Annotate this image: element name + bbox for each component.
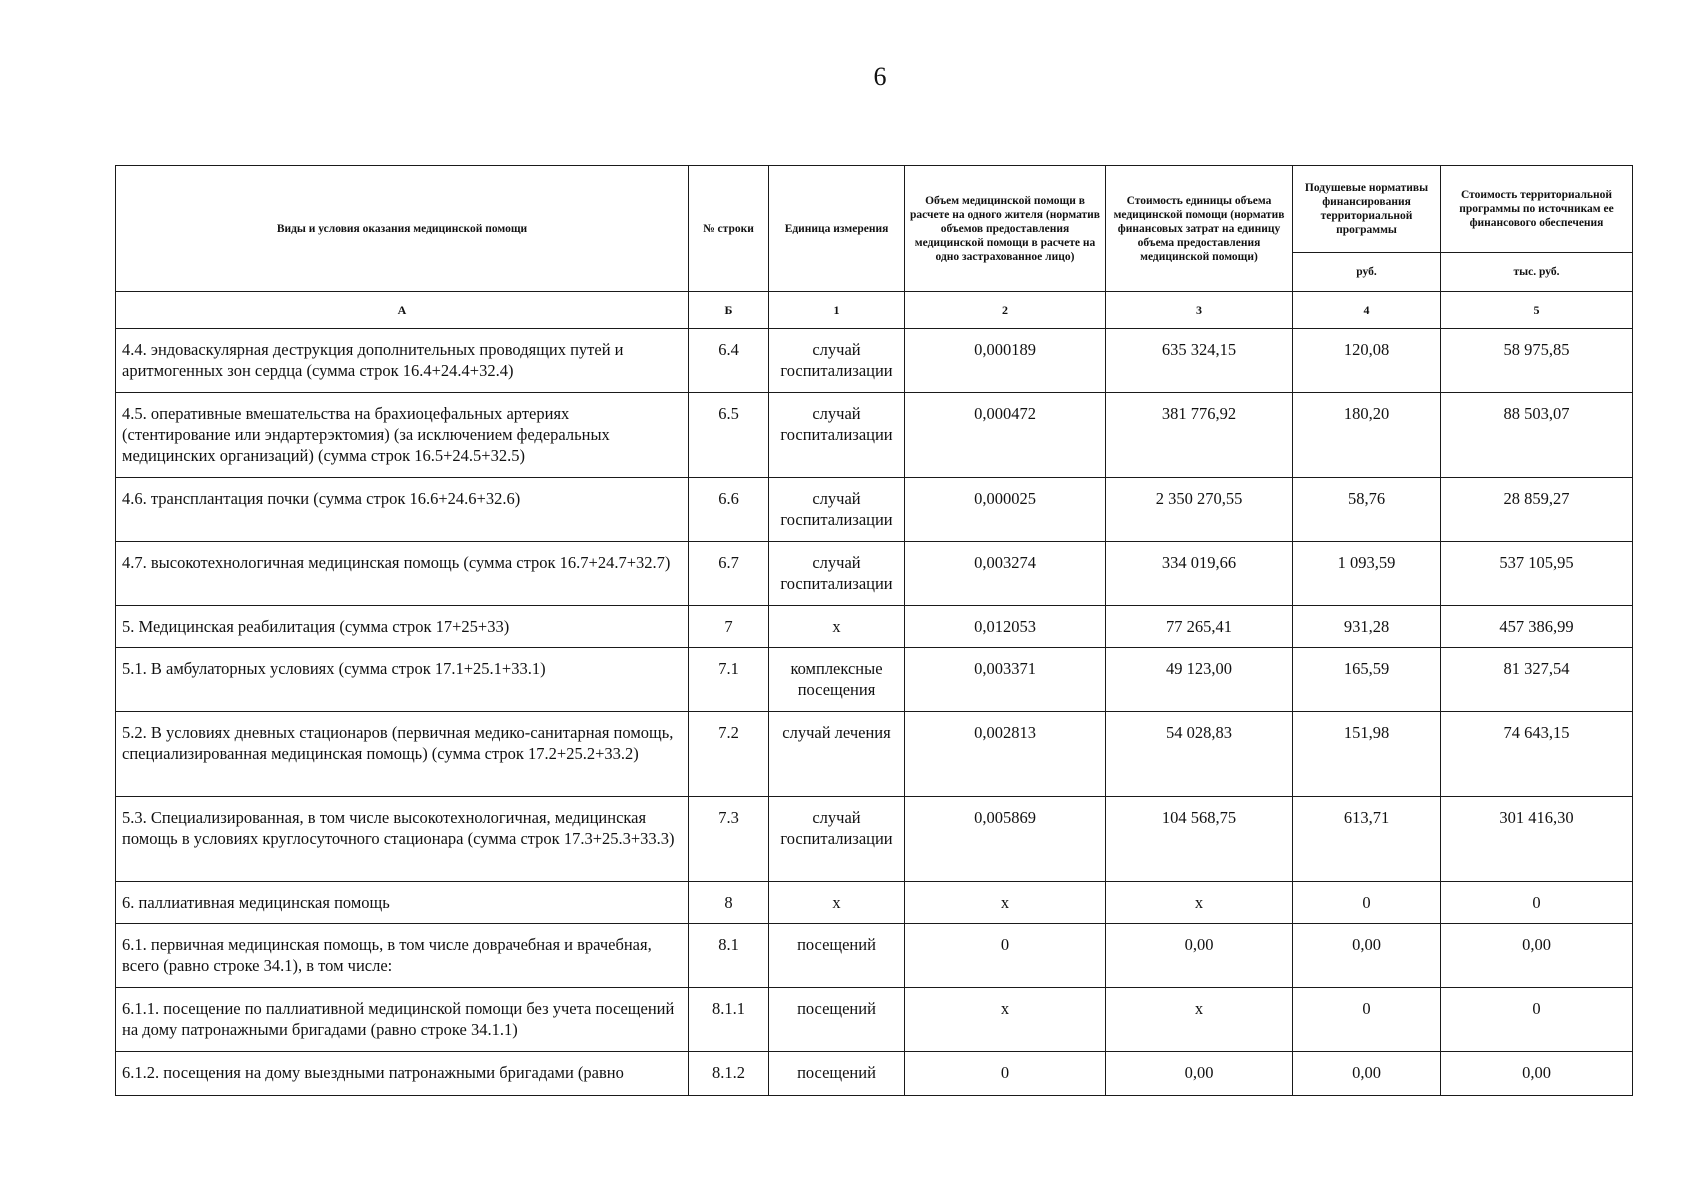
row-volume: 0,012053 — [974, 617, 1036, 636]
table-row — [116, 712, 1633, 797]
row-unit: комплексные посещения — [790, 659, 883, 699]
row-number: 8.1.2 — [712, 1063, 745, 1082]
row-total: 0 — [1532, 999, 1541, 1018]
row-total: 0,00 — [1522, 1063, 1551, 1082]
column-index-row — [116, 292, 1633, 329]
row-unit: случай госпитализации — [780, 404, 893, 444]
row-name: 4.4. эндоваскулярная деструкция дополнительных проводящих путей и аритмогенных зон сердца (сумма строк 16.4+24.4+32.4) — [122, 340, 624, 380]
row-per-capita: 180,20 — [1343, 404, 1390, 423]
header-col-a — [116, 166, 689, 292]
row-unit-cost: 334 019,66 — [1161, 553, 1237, 572]
table-row — [116, 606, 1633, 648]
row-unit-cost: 49 123,00 — [1166, 659, 1232, 678]
row-per-capita: 0,00 — [1352, 935, 1381, 954]
table-row — [116, 882, 1633, 924]
table-row — [116, 478, 1633, 542]
row-per-capita: 58,76 — [1347, 489, 1386, 508]
row-volume: 0,000472 — [974, 404, 1036, 423]
row-volume: х — [1000, 999, 1010, 1018]
row-name: 6.1. первичная медицинская помощь, в том числе доврачебная и врачебная, всего (равно строке 34.1), в том числе: — [122, 935, 652, 975]
row-unit: х — [832, 893, 841, 912]
column-index: 4 — [1293, 292, 1441, 329]
header-col-5 — [1441, 166, 1633, 253]
header-col-a-text: Виды и условия оказания медицинской помощи — [276, 222, 528, 235]
row-unit-cost: 104 568,75 — [1161, 808, 1237, 827]
row-name: 6.1.1. посещение по паллиативной медицинской помощи без учета посещений на дому патронажными бригадами (равно строке 34.1.1) — [122, 999, 675, 1039]
row-unit-cost: 77 265,41 — [1166, 617, 1232, 636]
row-volume: 0,003371 — [974, 659, 1036, 678]
medical-care-table — [115, 165, 1633, 1096]
row-number: 6.5 — [718, 404, 739, 423]
row-per-capita: 151,98 — [1343, 723, 1390, 742]
row-unit-cost: 381 776,92 — [1161, 404, 1237, 423]
column-index: 5 — [1441, 292, 1633, 329]
row-volume: 0,003274 — [974, 553, 1036, 572]
row-per-capita: 1 093,59 — [1337, 553, 1396, 572]
row-number: 8.1.1 — [712, 999, 745, 1018]
row-number: 7.3 — [718, 808, 739, 827]
table-row — [116, 542, 1633, 606]
column-index: 2 — [905, 292, 1106, 329]
row-number: 7 — [724, 617, 733, 636]
row-number: 7.1 — [718, 659, 739, 678]
row-name: 4.6. трансплантация почки (сумма строк 16.6+24.6+32.6) — [122, 489, 521, 508]
row-total: 0,00 — [1522, 935, 1551, 954]
row-unit: х — [832, 617, 841, 636]
row-per-capita: 0,00 — [1352, 1063, 1381, 1082]
row-per-capita: 613,71 — [1343, 808, 1390, 827]
table-row — [116, 1052, 1633, 1096]
header-col-3 — [1106, 166, 1293, 292]
column-index: 3 — [1106, 292, 1293, 329]
row-unit-cost: 635 324,15 — [1161, 340, 1237, 359]
row-unit: посещений — [797, 1063, 876, 1082]
column-index: А — [116, 292, 689, 329]
row-volume: 0,000025 — [974, 489, 1036, 508]
row-total: 88 503,07 — [1503, 404, 1570, 423]
page-number: 6 — [873, 62, 887, 91]
row-volume: 0,000189 — [974, 340, 1036, 359]
row-volume: х — [1000, 893, 1010, 912]
table-row — [116, 924, 1633, 988]
header-col-1 — [769, 166, 905, 292]
row-total: 537 105,95 — [1499, 553, 1574, 572]
row-volume: 0 — [1000, 935, 1010, 954]
column-index: Б — [689, 292, 769, 329]
row-unit: случай госпитализации — [780, 553, 893, 593]
row-unit: посещений — [797, 935, 876, 954]
header-unit-5 — [1441, 253, 1633, 292]
row-name: 5. Медицинская реабилитация (сумма строк 17+25+33) — [122, 617, 510, 636]
header-col-4-text: Подушевые нормативы финансирования территориальной программы — [1304, 182, 1429, 236]
row-number: 6.4 — [718, 340, 739, 359]
header-unit-4-text: руб. — [1356, 266, 1377, 278]
row-unit: случай госпитализации — [780, 489, 893, 529]
row-unit-cost: 0,00 — [1184, 1063, 1214, 1082]
row-name: 5.2. В условиях дневных стационаров (первичная медико-санитарная помощь, специализированная медицинская помощь) (сумма строк 17.2+25.2+33.2) — [122, 723, 674, 763]
header-unit-4 — [1293, 253, 1441, 292]
row-total: 301 416,30 — [1499, 808, 1574, 827]
row-total: 457 386,99 — [1499, 617, 1574, 636]
row-total: 28 859,27 — [1503, 489, 1570, 508]
row-total: 74 643,15 — [1503, 723, 1570, 742]
header-col-2 — [905, 166, 1106, 292]
row-unit-cost: 54 028,83 — [1166, 723, 1232, 742]
row-volume: 0,002813 — [974, 723, 1036, 742]
row-name: 6.1.2. посещения на дому выездными патронажными бригадами (равно — [122, 1063, 624, 1082]
row-name: 4.5. оперативные вмешательства на брахиоцефальных артериях (стентирование или эндартерэктомия) (за исключением федеральных медицинских организаций) (сумма строк 16.5+24.5+32.5) — [122, 404, 610, 465]
header-col-b — [689, 166, 769, 292]
row-per-capita: 931,28 — [1343, 617, 1390, 636]
header-col-1-text: Единица измерения — [784, 222, 889, 235]
table-row — [116, 797, 1633, 882]
header-col-b-text: № строки — [703, 222, 754, 235]
row-unit-cost: 2 350 270,55 — [1155, 489, 1243, 508]
column-index: 1 — [769, 292, 905, 329]
row-number: 8.1 — [718, 935, 739, 954]
row-unit-cost: х — [1194, 999, 1204, 1018]
row-number: 8 — [724, 893, 733, 912]
row-number: 7.2 — [718, 723, 739, 742]
row-number: 6.7 — [718, 553, 739, 572]
row-name: 5.3. Специализированная, в том числе высокотехнологичная, медицинская помощь в условиях круглосуточного стационара (сумма строк 17.3+25.3+33.3) — [122, 808, 675, 848]
row-unit: случай госпитализации — [780, 808, 893, 848]
row-total: 81 327,54 — [1503, 659, 1570, 678]
header-col-4 — [1293, 166, 1441, 253]
row-unit-cost: 0,00 — [1184, 935, 1214, 954]
row-name: 5.1. В амбулаторных условиях (сумма строк 17.1+25.1+33.1) — [122, 659, 546, 678]
header-col-5-text: Стоимость территориальной программы по источникам ее финансового обеспечения — [1459, 189, 1614, 229]
header-col-3-text: Стоимость единицы объема медицинской помощи (норматив финансовых затрат на единицу объема предоставления медицинской помощи) — [1113, 194, 1285, 263]
table-row — [116, 988, 1633, 1052]
row-volume: 0,005869 — [974, 808, 1036, 827]
row-per-capita: 0 — [1362, 999, 1371, 1018]
table-row — [116, 329, 1633, 393]
row-total: 58 975,85 — [1503, 340, 1570, 359]
row-name: 4.7. высокотехнологичная медицинская помощь (сумма строк 16.7+24.7+32.7) — [122, 553, 671, 572]
header-unit-5-text: тыс. руб. — [1513, 266, 1560, 278]
table-row — [116, 393, 1633, 478]
row-volume: 0 — [1000, 1063, 1010, 1082]
row-unit: посещений — [797, 999, 876, 1018]
row-name: 6. паллиативная медицинская помощь — [122, 893, 390, 912]
row-per-capita: 120,08 — [1343, 340, 1390, 359]
table-row — [116, 648, 1633, 712]
header-col-2-text: Объем медицинской помощи в расчете на одного жителя (норматив объемов предоставления медицинской помощи в расчете на одно застрахованное лицо) — [909, 194, 1101, 263]
row-unit-cost: х — [1194, 893, 1204, 912]
row-number: 6.6 — [718, 489, 739, 508]
row-per-capita: 0 — [1362, 893, 1371, 912]
row-unit: случай лечения — [782, 723, 891, 742]
row-per-capita: 165,59 — [1343, 659, 1390, 678]
row-unit: случай госпитализации — [780, 340, 893, 380]
row-total: 0 — [1532, 893, 1541, 912]
